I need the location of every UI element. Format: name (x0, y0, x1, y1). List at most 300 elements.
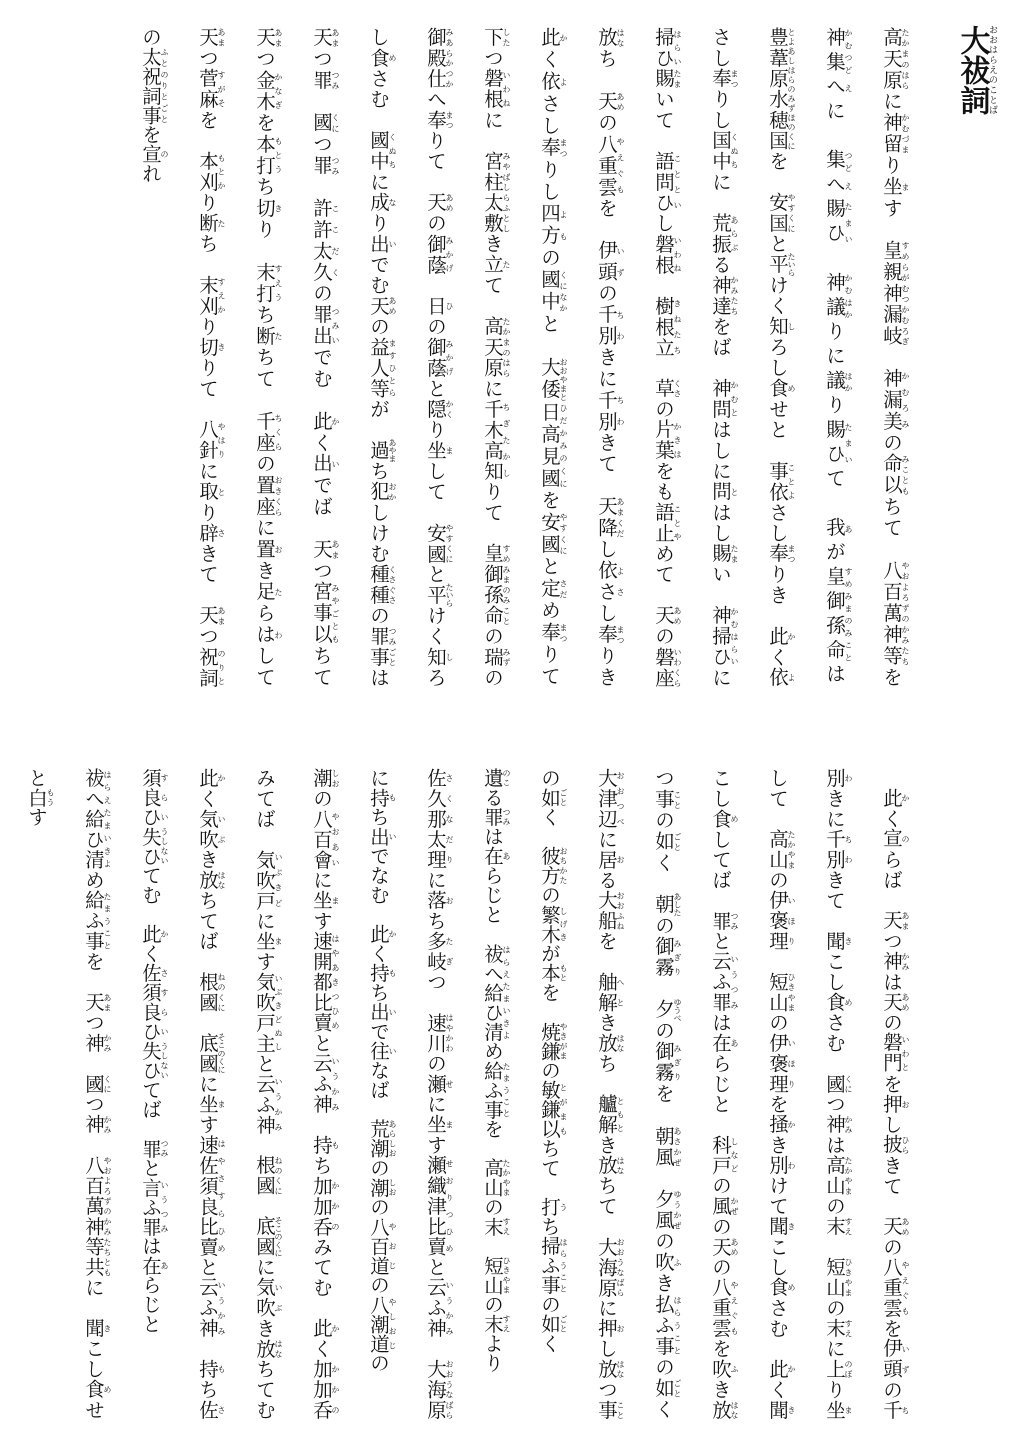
ruby-base: 如 (652, 831, 675, 853)
ruby-base: 気吹戸主 (253, 971, 276, 1054)
ruby-reading: ゆうべ (673, 997, 682, 1022)
ruby-base: 聞 (766, 1399, 789, 1420)
ruby-reading: あらしお (388, 1119, 397, 1158)
text-run: き (709, 1379, 732, 1400)
ruby-base: 速佐須良比賣 (196, 1134, 219, 1257)
ruby-word (652, 295, 682, 358)
ruby-reading: すえ (502, 1314, 511, 1334)
text-run: く (766, 646, 789, 668)
ruby-reading: いわね (673, 233, 682, 275)
text-run: の (766, 869, 789, 891)
ruby-base: 語問ひ (652, 150, 675, 213)
ruby-base: 舳解 (595, 971, 618, 1013)
ruby-word (196, 1094, 226, 1115)
text-run: ら (253, 602, 276, 625)
ruby-word (652, 605, 682, 627)
text-run: こし (709, 768, 732, 809)
ruby-reading: あま (217, 27, 226, 48)
ruby-reading: か (901, 787, 910, 808)
ruby-base: 食 (367, 47, 390, 69)
ruby-reading: みぎり (673, 936, 682, 979)
ruby-reading: い (388, 233, 397, 255)
ruby-reading: かむろみ (901, 368, 910, 433)
ruby-base: 短山 (481, 1255, 504, 1295)
ruby-reading: たいら (787, 252, 796, 277)
ruby-base: 聞 (82, 1318, 105, 1339)
ruby-base: 事 (595, 1399, 618, 1420)
ruby-word (595, 496, 625, 539)
text-run: に (823, 100, 846, 125)
ruby-base: 祓へ給ひ清 (82, 768, 105, 870)
word-space (253, 240, 276, 261)
ruby-reading: すえか (217, 274, 226, 317)
ruby-base: 四方 (538, 203, 561, 248)
text-run: り (196, 316, 219, 337)
text-run: を (538, 982, 561, 1002)
ruby-base: 伊頭 (880, 1338, 903, 1380)
text-run: てむ (139, 865, 162, 905)
ruby-reading: くぬち (388, 130, 397, 172)
ruby-base: 天 (880, 909, 903, 931)
ruby-base: 御蔭 (424, 233, 447, 275)
ruby-word (367, 130, 397, 172)
ruby-base: 八潮道 (367, 1294, 390, 1353)
text-run: でむ (367, 254, 390, 296)
ruby-base: 奉 (538, 137, 561, 160)
ruby-word (253, 325, 283, 347)
ruby-word (367, 826, 397, 847)
ruby-word (310, 931, 340, 1033)
ruby-base: 速川 (424, 1012, 447, 1054)
ruby-word (139, 1041, 169, 1080)
ruby-reading: かきは (673, 419, 682, 461)
text-run: し (880, 1113, 903, 1135)
text-column (863, 768, 920, 1420)
text-run: は (823, 663, 846, 688)
ruby-base: 放 (196, 869, 219, 891)
ruby-reading: のりと (217, 646, 226, 688)
ruby-base: 皇親神漏岐 (880, 240, 903, 347)
ruby-word (652, 892, 682, 917)
title-text: 大祓詞 (954, 25, 990, 115)
title-ruby (954, 25, 997, 115)
ruby-reading: はらうこと (559, 1236, 568, 1295)
ruby-base: 持 (310, 1134, 333, 1156)
ruby-base: 奉 (595, 624, 618, 646)
text-run: しけむ (367, 502, 390, 565)
ruby-word (652, 233, 682, 275)
word-space (652, 1105, 675, 1126)
ruby-reading: たまうこと (103, 890, 112, 952)
text-run: し (595, 1338, 618, 1359)
word-space (538, 1002, 561, 1022)
text-run: の (367, 316, 390, 337)
ruby-word (196, 1134, 226, 1257)
ruby-base: 種種 (367, 564, 390, 606)
text-run: す (25, 807, 48, 827)
text-run: の (709, 1175, 732, 1196)
ruby-word (538, 1236, 568, 1295)
text-run: を (880, 666, 903, 688)
text-run: して (253, 645, 276, 689)
ruby-word (481, 1158, 511, 1197)
ruby-reading: い (388, 1002, 397, 1022)
ruby-base: 坐 (253, 931, 276, 952)
text-run: く (310, 1338, 333, 1359)
text-run: く (139, 943, 162, 963)
ruby-word (766, 1155, 796, 1176)
ruby-word (139, 924, 169, 944)
ruby-word (310, 197, 340, 283)
ruby-word (253, 1277, 283, 1319)
ruby-word (595, 1032, 625, 1054)
word-space (481, 296, 504, 317)
ruby-base: 敏鎌以 (538, 1080, 561, 1139)
word-space (880, 539, 903, 560)
ruby-base: 気吹戸 (253, 849, 276, 911)
ruby-base: 八百道 (367, 1216, 390, 1275)
ruby-word (82, 1114, 112, 1135)
ruby-word (595, 1358, 625, 1380)
ruby-word (253, 27, 283, 49)
ruby-base: 依さ (595, 560, 618, 603)
ruby-word (481, 543, 511, 627)
column-line (196, 768, 226, 1420)
text-run: を (880, 1073, 903, 1094)
ruby-base: 切 (253, 197, 276, 219)
ruby-base: 聞 (823, 931, 846, 952)
ruby-base: 罪 (709, 910, 732, 931)
ruby-reading: せおりつひめ (445, 1155, 454, 1257)
ruby-base: 八重雲 (709, 1277, 732, 1339)
ruby-base: 八針 (196, 419, 219, 461)
ruby-word (880, 787, 910, 808)
ruby-reading: あまくだ (616, 496, 625, 539)
ruby-word (196, 481, 226, 503)
ruby-base: 放 (595, 1358, 618, 1380)
ruby-word (652, 68, 682, 89)
ruby-base: 掻 (766, 1114, 789, 1135)
ruby-reading: ことよ (787, 460, 796, 503)
word-space (196, 130, 219, 151)
text-run: に (253, 1257, 276, 1278)
ruby-base: 云ふ神 (196, 1277, 219, 1339)
ruby-base: 吹 (652, 1251, 675, 1273)
ruby-reading: ま (901, 176, 910, 198)
text-run: ちて (880, 496, 903, 539)
ruby-word (25, 787, 55, 808)
text-run: の (139, 27, 162, 47)
text-run: の (367, 1158, 390, 1178)
ruby-base: 佐久那太理 (424, 768, 447, 870)
ruby-reading: くさ (673, 378, 682, 399)
ruby-base: 賜 (652, 68, 675, 89)
ruby-reading: おきくら (274, 474, 283, 518)
text-run: り (196, 502, 219, 523)
text-run: く (538, 807, 561, 827)
ruby-reading: ふ (730, 1358, 739, 1380)
column-line (709, 27, 739, 688)
text-run: と (709, 931, 732, 952)
text-run: つ (424, 971, 447, 993)
ruby-reading: しげき (559, 904, 568, 944)
ruby-base: 御殿仕 (424, 27, 447, 89)
ruby-reading: すめみまのみこと (844, 565, 853, 664)
ruby-base: 罪事 (367, 626, 390, 668)
ruby-word (709, 1277, 739, 1339)
ruby-reading: いぶ (274, 1277, 283, 1319)
ruby-base: 披 (880, 1134, 903, 1155)
ruby-word (424, 890, 454, 911)
text-run: ち (196, 1379, 219, 1400)
column-line (538, 768, 568, 1353)
ruby-word (196, 605, 226, 627)
text-run: に (367, 768, 390, 788)
word-space (595, 475, 618, 496)
ruby-word (652, 997, 682, 1022)
ruby-word (367, 336, 397, 399)
text-run: を (652, 1083, 675, 1105)
ruby-base: 如 (538, 787, 561, 807)
word-space (310, 176, 333, 197)
column-line (652, 27, 682, 688)
ruby-base: 大倭 (538, 357, 561, 402)
ruby-word (367, 1294, 397, 1354)
ruby-reading: あま (274, 27, 283, 49)
text-run: みてむ (310, 1236, 333, 1298)
text-run: き (766, 1134, 789, 1156)
ruby-reading: やおあい (331, 808, 340, 870)
ruby-base: 坐 (880, 176, 903, 198)
word-space (538, 827, 561, 847)
ruby-reading: たまうこと (502, 1060, 511, 1119)
ruby-reading: はやさすらひめ (217, 1134, 226, 1257)
text-run: の (652, 626, 675, 647)
ruby-base: 食 (709, 808, 732, 830)
ruby-reading: あさかぜ (673, 1125, 682, 1168)
ruby-word (880, 1134, 910, 1155)
ruby-reading: いわと (901, 1032, 910, 1074)
ruby-reading: はな (217, 869, 226, 891)
word-space (481, 1236, 504, 1256)
word-space (709, 358, 732, 379)
ruby-word (424, 109, 454, 131)
ruby-base: 夕風 (652, 1188, 675, 1231)
column-line (595, 27, 625, 689)
ruby-reading: と (217, 481, 226, 503)
ruby-word (196, 336, 226, 358)
text-run: つ (82, 1012, 105, 1033)
ruby-word (367, 787, 397, 808)
ruby-word (880, 176, 910, 198)
ruby-word (595, 389, 625, 433)
text-run: ろし (766, 336, 789, 379)
text-run: き (652, 1272, 675, 1294)
ruby-word (766, 1032, 796, 1094)
word-space (709, 1114, 732, 1134)
text-column (350, 27, 407, 688)
ruby-base: 神漏美 (880, 368, 903, 433)
ruby-word (253, 1216, 283, 1257)
text-run: つ (253, 48, 276, 70)
text-run: に (196, 460, 219, 482)
ruby-reading: あま (103, 992, 112, 1013)
ruby-reading: はらえたまいきよ (103, 768, 112, 870)
ruby-word (196, 971, 226, 1013)
ruby-reading: みことも (901, 453, 910, 497)
ruby-reading: か (331, 410, 340, 433)
text-run: りて (538, 643, 561, 688)
ruby-word (253, 1338, 283, 1359)
column-line (823, 27, 853, 688)
text-run: に (823, 1338, 846, 1359)
ruby-base: 佐 (196, 1399, 219, 1420)
ruby-base: 足 (253, 581, 276, 603)
text-run: より (481, 1333, 504, 1373)
ruby-word (424, 440, 454, 461)
word-space (709, 192, 732, 213)
ruby-base: 出 (310, 453, 333, 475)
ruby-reading: かむつど (844, 27, 853, 76)
text-run: に (595, 1297, 618, 1319)
column-line (766, 27, 796, 688)
ruby-reading: あま (331, 538, 340, 561)
ruby-base: 知 (424, 646, 447, 668)
ruby-word (253, 410, 283, 454)
ruby-base: 御霧 (652, 936, 675, 979)
ruby-base: 瀬 (424, 1073, 447, 1094)
ruby-word (424, 1114, 454, 1135)
word-space (880, 1196, 903, 1216)
word-space (652, 978, 675, 999)
ruby-reading: くになか (559, 269, 568, 314)
word-space (196, 399, 219, 420)
text-column (692, 768, 749, 1420)
word-space (766, 172, 789, 193)
ruby-base: 給ふ事 (481, 1060, 504, 1119)
ruby-reading: さくなだり (445, 768, 454, 870)
word-space (823, 125, 846, 149)
ruby-word (310, 453, 340, 475)
text-run: ちてば (196, 890, 219, 952)
text-run: し (652, 212, 675, 234)
ruby-word (709, 212, 739, 255)
ruby-reading: し (445, 646, 454, 668)
text-column (179, 768, 236, 1420)
ruby-reading: はな (616, 1358, 625, 1380)
ruby-base: 末 (823, 1318, 846, 1339)
ruby-base: 犯 (367, 481, 390, 503)
text-run: きに (595, 346, 618, 390)
word-space (310, 91, 333, 112)
word-space (367, 905, 390, 925)
ruby-reading: やすくに (559, 511, 568, 556)
ruby-reading: まつ (730, 68, 739, 89)
ruby-word (367, 192, 397, 213)
text-run: をば (709, 316, 732, 358)
ruby-word (766, 1399, 796, 1420)
ruby-word (82, 1073, 112, 1094)
text-run: と (253, 1053, 276, 1074)
ruby-reading: つみごと (388, 626, 397, 668)
ruby-reading: つみ (502, 807, 511, 827)
ruby-base: 朝 (652, 892, 675, 917)
ruby-base: 千別 (595, 304, 618, 347)
ruby-word (481, 27, 511, 48)
ruby-base: 云ふ神 (253, 1073, 276, 1135)
text-block-top (122, 27, 920, 688)
text-run: に (709, 667, 732, 688)
text-column (806, 27, 863, 688)
ruby-word (823, 149, 853, 174)
ruby-word (766, 1216, 796, 1237)
ruby-word (424, 768, 454, 870)
text-run: き (253, 560, 276, 582)
ruby-word (823, 516, 853, 542)
text-run: さむ (367, 68, 390, 110)
text-run: の (709, 1257, 732, 1278)
text-column (122, 768, 179, 1420)
text-column (692, 27, 749, 688)
ruby-base: 科戸 (709, 1134, 732, 1176)
ruby-base: 賜ひ (823, 198, 846, 248)
ruby-word (709, 1399, 739, 1420)
ruby-reading: おおつべ (616, 768, 625, 830)
column-line (709, 768, 739, 1420)
ruby-word (424, 192, 454, 213)
ruby-word (880, 828, 910, 849)
ruby-base: 神議 (823, 271, 846, 321)
text-run: に (424, 1094, 447, 1115)
ruby-base: 荒振 (709, 212, 732, 255)
ruby-word (823, 1358, 853, 1380)
ruby-word (367, 481, 397, 503)
text-column (179, 27, 236, 688)
ruby-reading: はな (730, 1399, 739, 1420)
ruby-word (196, 1277, 226, 1339)
word-space (424, 172, 447, 193)
text-run: を (766, 1094, 789, 1115)
ruby-base: 天 (82, 992, 105, 1013)
text-run: の (481, 626, 504, 647)
text-run: に (253, 910, 276, 931)
ruby-reading: もう (46, 787, 55, 807)
ruby-word (538, 1080, 568, 1139)
ruby-word (139, 826, 169, 866)
ruby-reading: いうかみ (274, 1073, 283, 1135)
ruby-reading: ごと (673, 1377, 682, 1399)
ruby-base: 八百會 (310, 808, 333, 870)
text-run: と (424, 1257, 447, 1278)
ruby-base: 日 (424, 295, 447, 317)
ruby-reading: お (274, 538, 283, 561)
ruby-base: 如 (652, 1377, 675, 1399)
ruby-base: 天 (709, 1236, 732, 1257)
ruby-base: 国中 (709, 130, 732, 172)
ruby-base: 持 (367, 963, 390, 983)
text-run: りて (481, 481, 504, 523)
ruby-base: 定 (538, 577, 561, 600)
text-run: つ (196, 47, 219, 69)
ruby-base: 高天原 (481, 316, 504, 379)
text-run: を (709, 1338, 732, 1359)
ruby-word (253, 538, 283, 561)
ruby-word (481, 254, 511, 275)
ruby-word (253, 133, 283, 177)
ruby-reading: つみい (331, 304, 340, 347)
ruby-word (424, 1155, 454, 1257)
word-space (538, 335, 561, 357)
